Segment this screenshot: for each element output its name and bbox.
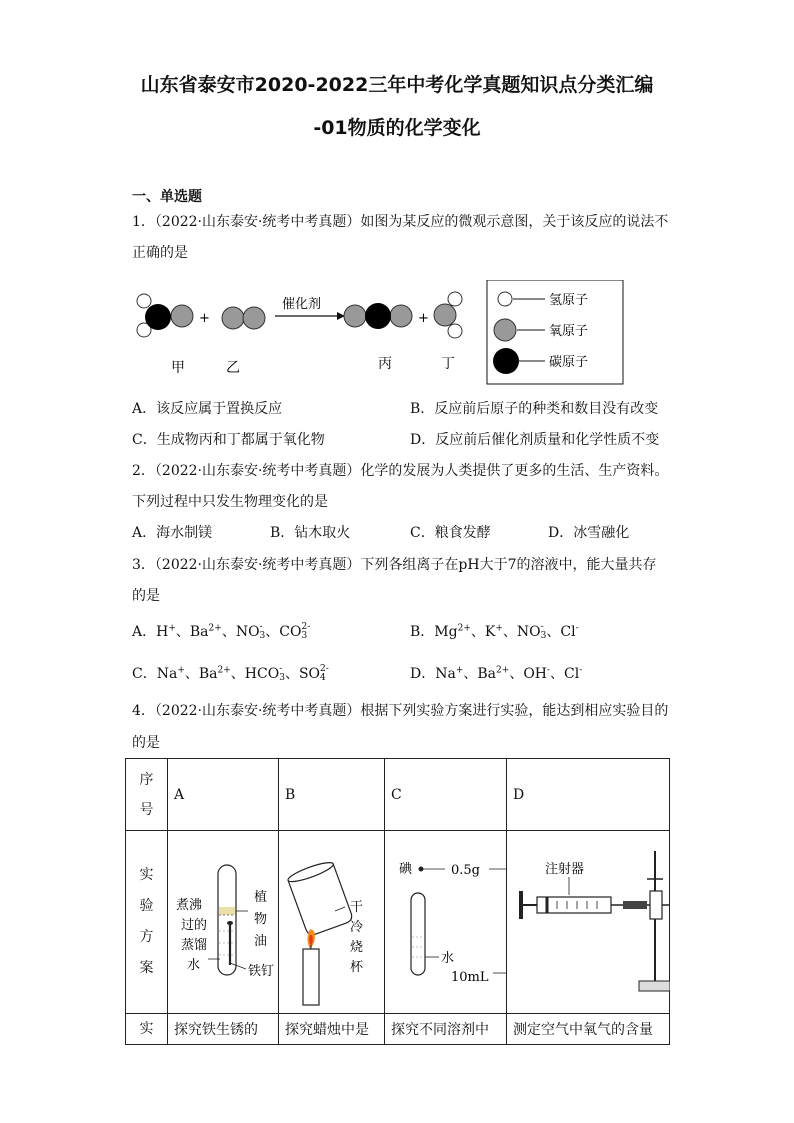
experiment-table [125,758,670,1045]
plus-sign: + [418,311,429,326]
separator: 、 [509,666,524,682]
svg-text:水: 水 [441,951,455,966]
ion: HCO - 3 [244,664,285,683]
syringe-apparatus-figure [507,831,670,1009]
row-head-char: 序号 [139,771,154,818]
q2-stem-line2: 下列过程中只发生物理变化的是 [132,494,328,510]
plan-b-cell [279,831,385,1014]
separator: 、 [175,624,190,640]
ion: Cl- [560,623,579,640]
q4-stem-line1: 4．（2022·山东泰安·统考中考真题）根据下列实验方案进行实验，能达到相应实验目的 [132,703,669,719]
legend-oxygen [494,319,516,341]
table-row-plan [126,831,670,1014]
option-letter: C． [132,666,157,682]
oxygen-atom [390,305,412,327]
purpose-c: 探究不同溶剂中 [385,1014,507,1045]
iodine-tube-figure [385,831,507,1009]
q3-option-d[interactable] [410,664,582,684]
col-head-a: A [168,759,279,831]
ion: H+ [156,623,176,640]
separator: 、 [284,666,299,682]
label-yi: 乙 [226,360,240,376]
ion: $Mg^{2+}$ [434,623,471,640]
svg-text:注射器: 注射器 [545,862,585,877]
svg-text:植: 植 [254,890,268,905]
ion: Cl- [564,665,583,682]
carbon-atom [365,303,391,329]
oxygen-atom [171,305,193,327]
separator: 、 [230,666,245,682]
separator: 、 [502,624,517,640]
q1-option-a[interactable]: A．该反应属于置换反应 [132,401,283,417]
legend-oxygen-label: 氧原子 [549,324,589,339]
plan-c-cell [385,831,507,1014]
separator: 、 [221,624,236,640]
catalyst-label: 催化剂 [282,297,322,312]
q1-stem-line2: 正确的是 [132,245,188,261]
option-letter: B． [410,624,435,640]
table-row-header [126,759,670,831]
col-head-c: C [385,759,507,831]
plan-a-cell [168,831,279,1014]
svg-text:物: 物 [254,912,268,927]
legend-hydrogen [498,292,512,306]
q2-option-d[interactable]: D．冰雪融化 [548,525,630,541]
q3-stem-line2: 的是 [132,588,160,604]
plan-head-cell: 实验方案 [126,831,168,1014]
q1-option-b[interactable]: B．反应前后原子的种类和数目没有改变 [410,401,659,417]
svg-text:碘: 碘 [399,862,413,877]
separator: 、 [470,624,485,640]
col-head-d: D [507,759,670,831]
purpose-d: 测定空气中氧气的含量 [507,1014,670,1045]
svg-text:油: 油 [254,934,268,949]
candle-shape [303,949,319,1005]
row-head-cell [126,759,168,831]
ion: OH- [523,665,551,682]
test-tube-nail-figure [168,831,279,1009]
plus-sign: + [199,311,210,326]
candle-beaker-figure [279,831,385,1009]
ion: $Ba^{2+}$ [477,665,510,682]
separator: 、 [265,624,280,640]
label-bing: 丙 [378,356,392,372]
q1-option-c[interactable]: C．生成物丙和丁都属于氧化物 [132,432,325,448]
q2-option-c[interactable]: C．粮食发酵 [410,525,491,541]
legend-carbon [493,348,519,374]
option-letter: A． [132,624,157,640]
hydrogen-atom [448,324,462,338]
purpose-head-cell: 实 [126,1014,168,1045]
svg-text:烧: 烧 [350,940,364,955]
q3-option-c[interactable] [132,664,329,684]
legend-carbon-label: 碳原子 [549,355,589,370]
plan-d-cell [507,831,670,1014]
q4-stem-line2: 的是 [132,735,160,751]
q1-option-d[interactable]: D．反应前后催化剂质量和化学性质不变 [410,432,660,448]
svg-text:杯: 杯 [350,960,364,975]
reaction-diagram [125,280,625,390]
legend-hydrogen-label: 氢原子 [549,293,589,308]
col-head-b: B [279,759,385,831]
svg-text:0.5g: 0.5g [451,863,480,878]
svg-text:蒸馏: 蒸馏 [181,938,208,953]
q2-option-b[interactable]: B．钻木取火 [270,525,351,541]
hydrogen-atom [137,294,151,308]
svg-text:干: 干 [350,900,364,915]
section-heading: 一、单选题 [132,189,202,205]
label-jia: 甲 [171,360,185,376]
separator: 、 [550,666,565,682]
separator: 、 [546,624,561,640]
svg-text:铁钉: 铁钉 [248,964,275,979]
ion: NO - 3 [516,622,547,641]
carbon-atom [145,304,171,330]
svg-text:冷: 冷 [350,920,364,935]
ion: CO 2- 3 [279,622,311,641]
q3-stem-line1: 3．（2022·山东泰安·统考中考真题）下列各组离子在pH大于7的溶液中，能大量共存 [132,557,657,573]
table-row-purpose [126,1014,670,1045]
oxygen-atom [243,307,265,329]
ion: SO 2- 4 [298,664,329,683]
q3-option-b[interactable] [410,622,579,642]
svg-text:水: 水 [187,958,201,973]
ion: $Ba^{2+}$ [189,623,222,640]
svg-text:10mL: 10mL [451,970,489,985]
hydrogen-atom [448,292,462,306]
purpose-b: 探究蜡烛中是 [279,1014,385,1045]
oxygen-atom [434,304,456,326]
svg-text:煮沸: 煮沸 [176,898,203,913]
separator: 、 [184,666,199,682]
option-letter: D． [410,666,436,682]
ion: $Ba^{2+}$ [198,665,231,682]
q2-stem-line1: 2．（2022·山东泰安·统考中考真题）化学的发展为人类提供了更多的生活、生产资料。 [132,463,669,479]
oxygen-atom [344,305,366,327]
page-subtitle: -01物质的化学变化 [313,117,481,139]
page-title: 山东省泰安市2020-2022三年中考化学真题知识点分类汇编 [140,74,654,96]
separator: 、 [463,666,478,682]
purpose-a: 探究铁生锈的 [168,1014,279,1045]
q3-option-a[interactable] [132,622,310,642]
svg-text:过的: 过的 [181,918,208,933]
ion: Na+ [156,665,185,682]
q2-option-a[interactable]: A．海水制镁 [132,525,213,541]
ion: NO - 3 [235,622,266,641]
q1-stem-line1: 1．（2022·山东泰安·统考中考真题）如图为某反应的微观示意图，关于该反应的说法不 [132,214,669,230]
oxygen-atom [222,307,244,329]
glass-tube [623,901,647,909]
ion: K+ [484,623,503,640]
label-ding: 丁 [441,356,455,372]
ion: Na+ [435,665,464,682]
